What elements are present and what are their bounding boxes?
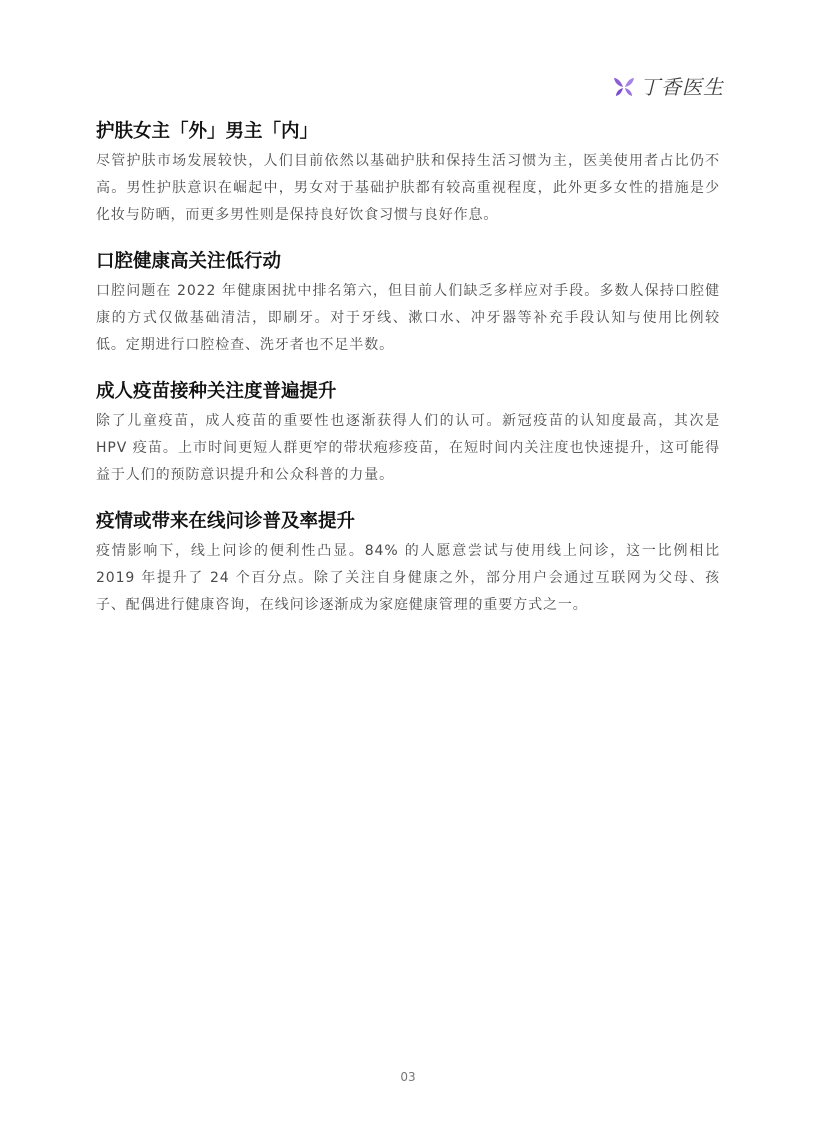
section-title: 成人疫苗接种关注度普遍提升 <box>96 381 337 402</box>
section-title: 口腔健康高关注低行动 <box>96 251 282 272</box>
section-skincare <box>96 118 720 229</box>
section-adult-vaccines <box>96 378 720 489</box>
section-title: 护肤女主「外」男主「内」 <box>96 121 319 142</box>
page-number: 03 <box>400 1070 416 1084</box>
brand-logo <box>612 74 724 100</box>
butterfly-logo-icon <box>612 75 636 99</box>
section-body: 尽管护肤市场发展较快，人们目前依然以基础护肤和保持生活习惯为主，医美使用者占比仍不高。男性护肤意识在崛起中，男女对于基础护肤都有较高重视程度，此外更多女性的措施是少化妆与防晒，而更多男性则是保持良好饮食习惯与良好作息。 <box>96 153 720 223</box>
brand-name: 丁香医生 <box>640 75 724 99</box>
section-online-consultation <box>96 508 720 619</box>
section-body: 口腔问题在 2022 年健康困扰中排名第六，但目前人们缺乏多样应对手段。多数人保持口腔健康的方式仅做基础清洁，即刷牙。对于牙线、漱口水、冲牙器等补充手段认知与使用比例较低。定期进行口腔检查、洗牙者也不足半数。 <box>96 283 720 353</box>
section-body: 除了儿童疫苗，成人疫苗的重要性也逐渐获得人们的认可。新冠疫苗的认知度最高，其次是 HPV 疫苗。上市时间更短人群更窄的带状疱疹疫苗，在短时间内关注度也快速提升，这可能得益于人们的预防意识提升和公众科普的力量。 <box>96 413 720 483</box>
section-title: 疫情或带来在线问诊普及率提升 <box>96 511 356 532</box>
report-content <box>96 118 720 638</box>
section-body: 疫情影响下，线上问诊的便利性凸显。84% 的人愿意尝试与使用线上问诊，这一比例相比 2019 年提升了 24 个百分点。除了关注自身健康之外，部分用户会通过互联网为父母、孩子、配偶进行健康咨询，在线问诊逐渐成为家庭健康管理的重要方式之一。 <box>96 543 720 613</box>
section-oral-health <box>96 248 720 359</box>
